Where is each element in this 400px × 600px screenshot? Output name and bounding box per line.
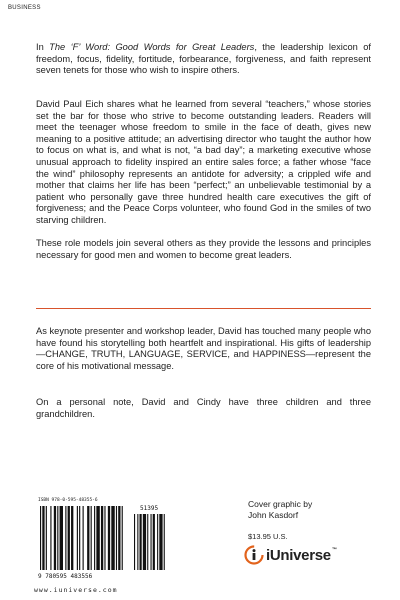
barcode-addon-digits: 51395: [140, 505, 159, 512]
role-models-paragraph: These role models join several others as they provide the lessons and principles necessary for good men and women to become great leaders.: [36, 238, 371, 260]
price: $13.95 U.S.: [248, 532, 288, 541]
publisher-name-text: iUniverse: [266, 546, 331, 564]
personal-paragraph: On a personal note, David and Cindy have three children and three grandchildren.: [36, 397, 371, 419]
category-label: BUSINESS: [8, 5, 41, 11]
barcode-digits: 9 780595 483556: [38, 573, 93, 580]
publisher-name: [266, 547, 337, 564]
iuniverse-logo-icon: [244, 545, 264, 565]
author-paragraph: As keynote presenter and workshop leader, David has touched many people who have found his storytelling both heartfelt and inspirational. His gifts of leadership—CHANGE, TRUTH, LANGUAGE, SERVICE, and HAPPINESS—represent the core of his motivational message.: [36, 326, 371, 371]
cover-credit-line1: Cover graphic by: [248, 499, 313, 509]
barcode-block: [34, 498, 168, 586]
publisher-logo: [244, 544, 337, 566]
section-divider: [36, 308, 371, 309]
intro-prefix: In: [36, 42, 50, 52]
website-url: www.iuniverse.com: [34, 586, 118, 594]
intro-paragraph: [36, 42, 371, 77]
teachers-paragraph: David Paul Eich shares what he learned from several “teachers,” whose stories set the bar for those who strive to become outstanding leaders. Readers will meet the teenager whose freedom to smile in the face of death, gives new meaning to a positive attitude; an advertising director who taught the author how to focus on what is, and what is not, “a bad day”; a marketing executive whose unusual approach to fidelity inspired an entire sales force; a father whose “face the wind” philosophy represents an antidote for adversity; a crippled wife and mother that claims her life has been “perfect;” an unbelievable testimonial by a patient who personally gave three hundred health care executives the gift of forgiveness; and the Peace Corps volunteer, who found God in the smiles of two starving children.: [36, 99, 371, 225]
intro-suffix: , the leadership lexicon of freedom, focus, fidelity, fortitude, forbearance, forgiveness, and faith represent seven tenets for those who wish to inspire others.: [36, 42, 371, 76]
barcode-icon: [34, 504, 168, 584]
trademark: ™: [331, 546, 337, 553]
isbn-text: ISBN 978-0-595-48355-6: [38, 498, 98, 503]
book-title: The ‘F’ Word: Good Words for Great Leaders: [49, 42, 255, 52]
cover-credit: [248, 499, 368, 520]
cover-credit-line2: John Kasdorf: [248, 509, 299, 520]
